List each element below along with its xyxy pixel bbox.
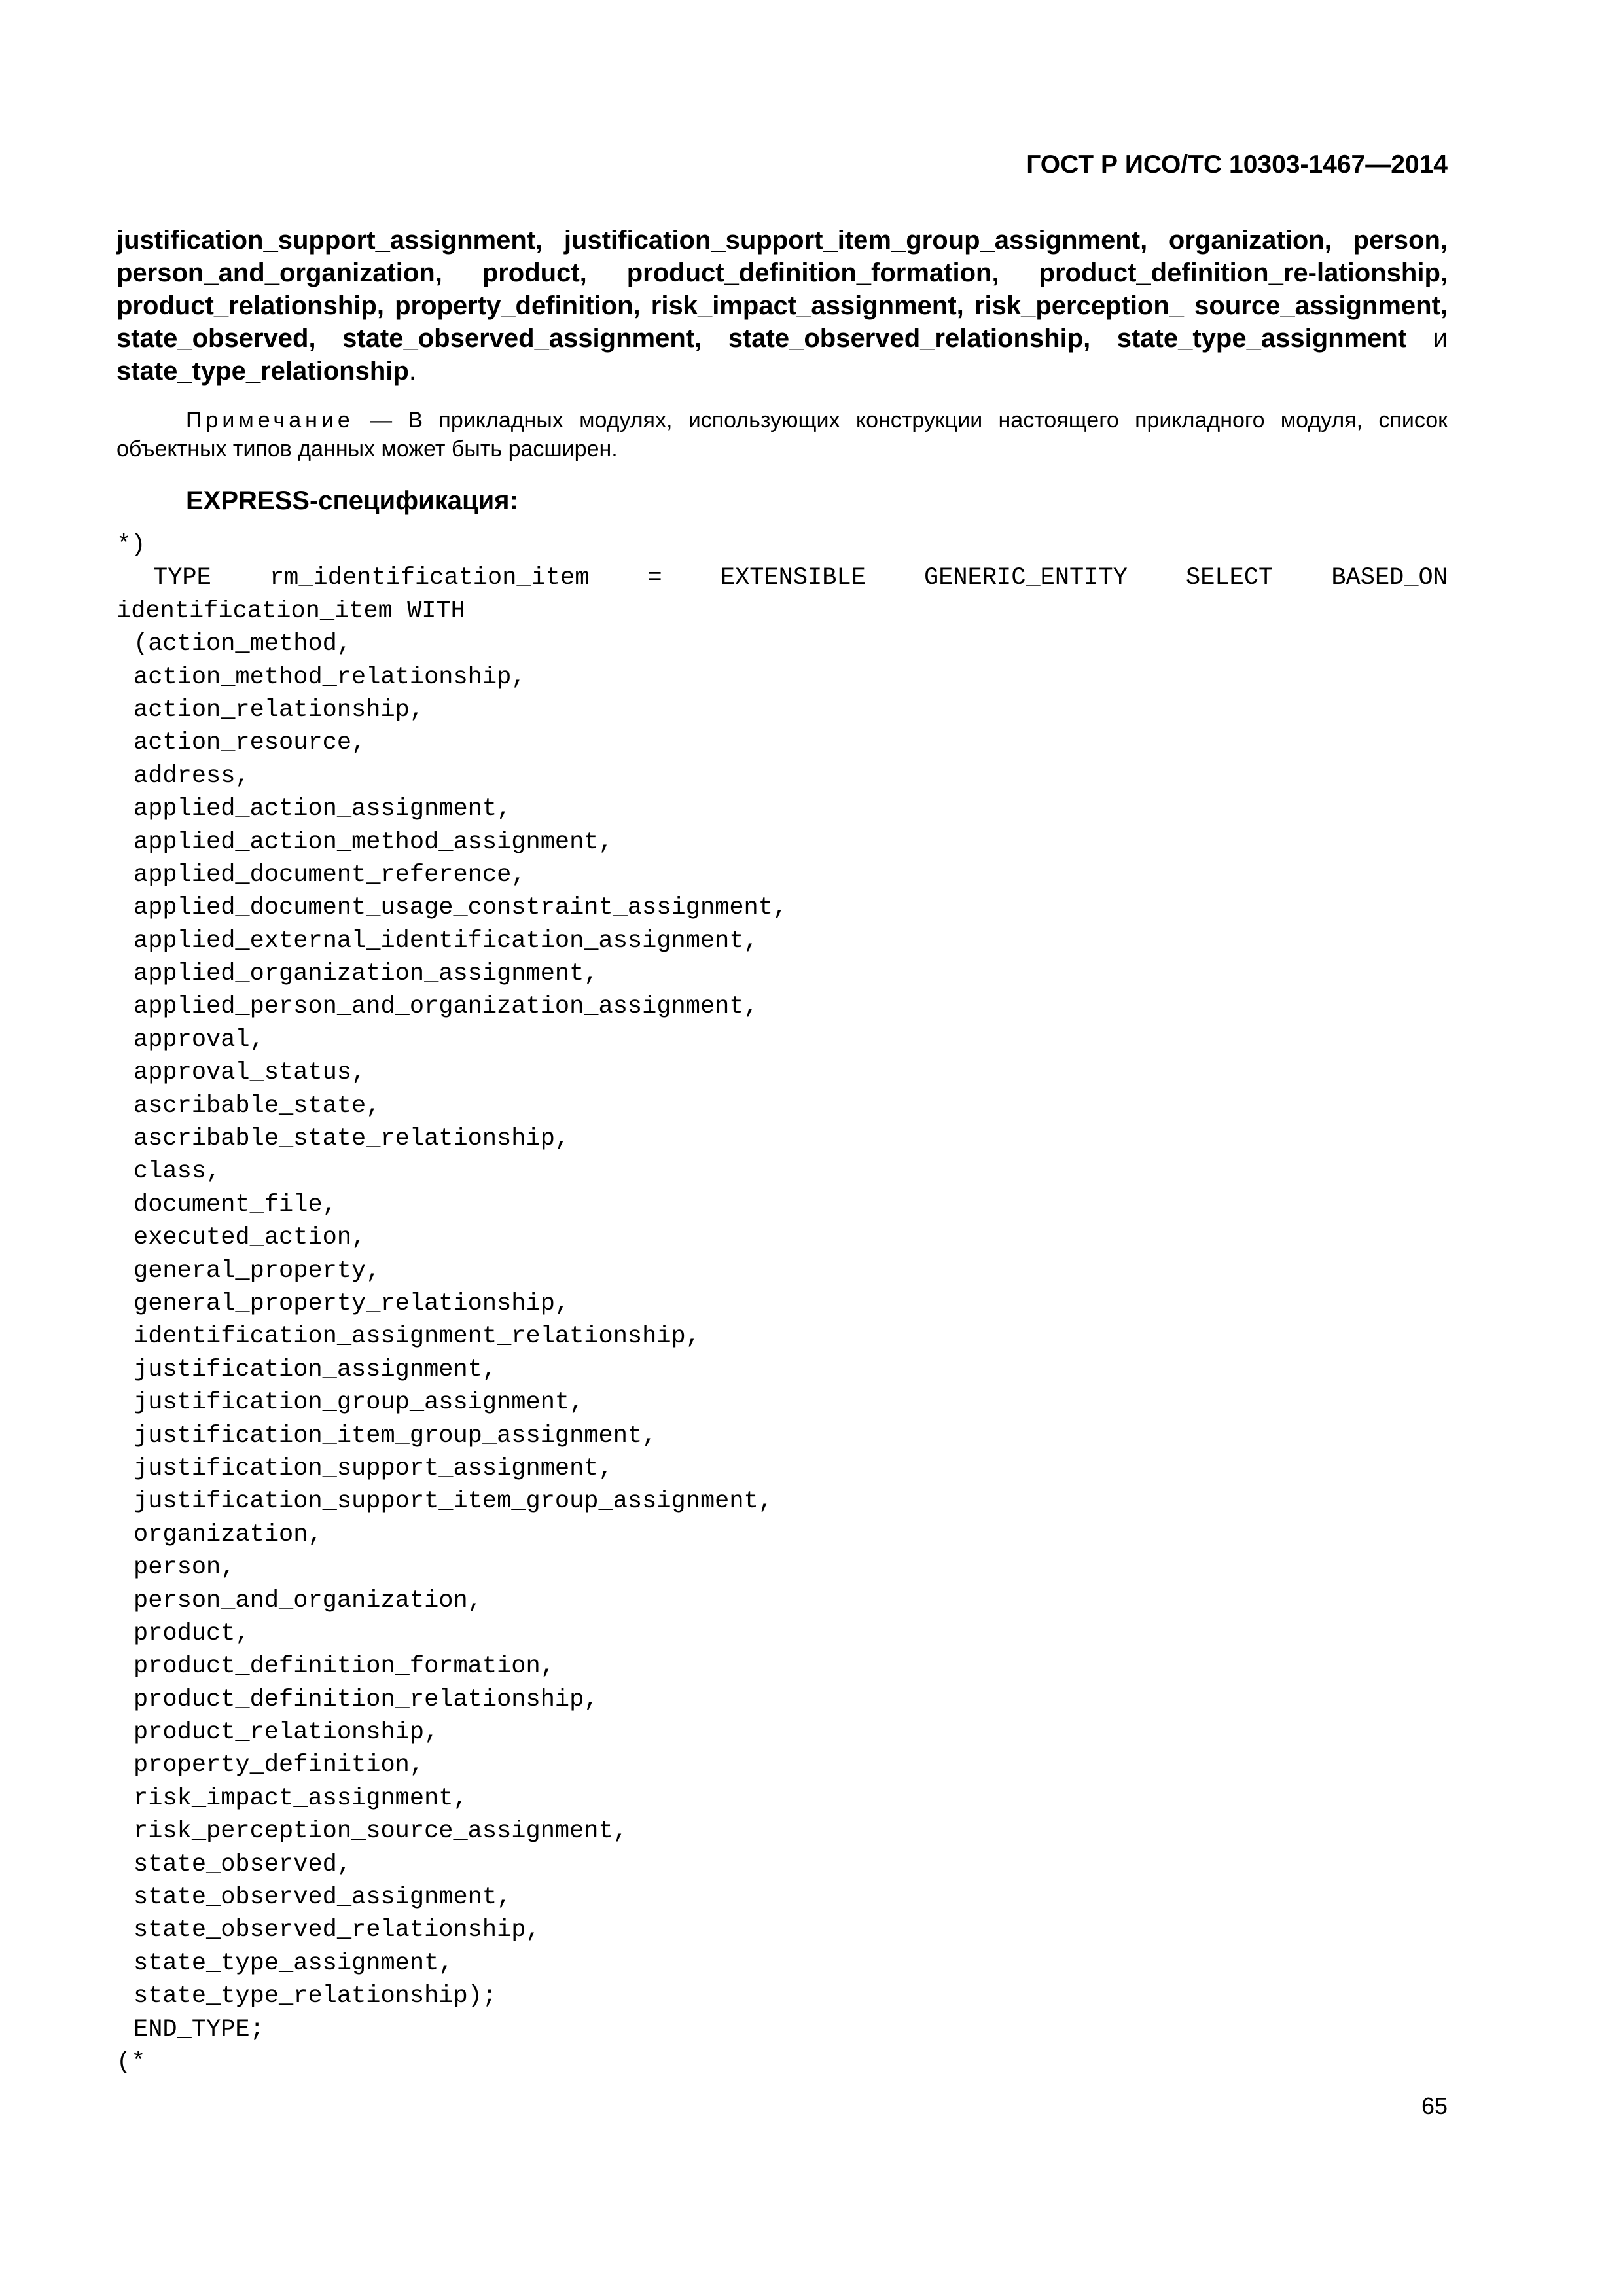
select-item-line: action_relationship, [134,696,425,724]
select-item-line: general_property_relationship, [134,1289,570,1318]
select-item-line: (action_method, [134,630,352,658]
type-extensible: EXTENSIBLE [720,564,866,592]
intro-last-term: state_type_relationship [116,357,409,386]
type-equals: = [647,564,662,592]
select-item-line: ascribable_state, [134,1092,381,1120]
select-item-line: general_property, [134,1257,381,1285]
comment-close-marker: *) [116,531,146,559]
select-item-line: state_observed_assignment, [134,1884,512,1912]
select-item-line: justification_assignment, [134,1355,497,1384]
select-item-line: class, [134,1158,221,1186]
intro-period: . [408,357,416,386]
select-item-line: applied_document_reference, [134,861,526,889]
note-paragraph [116,406,1448,463]
page-number: 65 [1421,2092,1448,2119]
select-item-line: justification_item_group_assignment, [134,1422,657,1450]
express-spec-title: EXPRESS-спецификация: [186,486,518,515]
select-item-line: END_TYPE; [134,2015,264,2043]
select-item-line: action_method_relationship, [134,663,526,691]
select-item-line: executed_action, [134,1224,366,1252]
select-item-line: applied_document_usage_constraint_assignment, [134,894,788,922]
type-name: rm_identification_item [269,564,590,592]
select-item-line: action_resource, [134,729,366,757]
select-item-line: organization, [134,1520,323,1549]
select-item-line: identification_assignment_relationship, [134,1323,700,1351]
note-label: Примечание [186,408,354,433]
select-item-line: justification_group_assignment, [134,1389,584,1417]
note-text: — В прикладных модулях, использующих конструкции настоящего прикладного модуля, список объектных типов данных может быть расширен. [116,408,1448,461]
select-item-line: product_definition_relationship, [134,1685,599,1713]
select-item-line: applied_action_method_assignment, [134,828,613,856]
select-item-line: state_observed_relationship, [134,1916,541,1945]
type-generic-entity: GENERIC_ENTITY [924,564,1128,592]
intro-entity-list: justification_support_assignment, justification_support_item_group_assignment, organization, person, person_and_organization, product, product_definition_formation, product_definition_re-lationship, product_relationship, property_definition, risk_impact_assignment, risk_perception_ source_assignment, state_observed, state_observed_assignment, state_observed_relationship, state_type_assignment [116,226,1448,353]
type-based-on: BASED_ON [1331,564,1448,592]
select-item-line: applied_organization_assignment, [134,960,599,988]
type-declaration-continuation: identification_item WITH [116,597,465,625]
select-item-line: justification_support_assignment, [134,1454,613,1482]
select-item-line: ascribable_state_relationship, [134,1125,570,1153]
select-item-line: state_observed, [134,1850,352,1878]
select-item-line: risk_impact_assignment, [134,1784,468,1812]
select-item-line: product_relationship, [134,1719,439,1747]
select-item-line: state_type_relationship); [134,1982,497,2011]
select-item-line: product_definition_formation, [134,1653,555,1681]
select-item-line: person, [134,1554,236,1582]
select-item-line: address, [134,762,250,790]
select-item-line: applied_external_identification_assignment, [134,927,758,955]
select-item-line: property_definition, [134,1751,425,1780]
select-item-line: approval, [134,1026,264,1054]
select-item-line: state_type_assignment, [134,1949,454,1977]
comment-open-marker: (* [116,2048,146,2076]
type-select: SELECT [1185,564,1274,592]
intro-paragraph [116,224,1448,387]
express-code-block [116,529,1448,2079]
select-item-list [116,628,1448,2046]
select-item-line: approval_status, [134,1059,366,1087]
select-item-line: person_and_organization, [134,1587,482,1615]
select-item-line: document_file, [134,1191,337,1219]
select-item-line: applied_action_assignment, [134,795,512,823]
select-item-line: risk_perception_source_assignment, [134,1818,628,1846]
intro-conjunction: и [1406,324,1448,353]
type-keyword: TYPE [153,564,211,592]
type-declaration-line [116,562,1448,594]
document-header: ГОСТ Р ИСО/ТС 10303-1467—2014 [1026,151,1448,179]
select-item-line: applied_person_and_organization_assignment, [134,993,758,1021]
select-item-line: product, [134,1619,250,1647]
select-item-line: justification_support_item_group_assignment, [134,1488,773,1516]
